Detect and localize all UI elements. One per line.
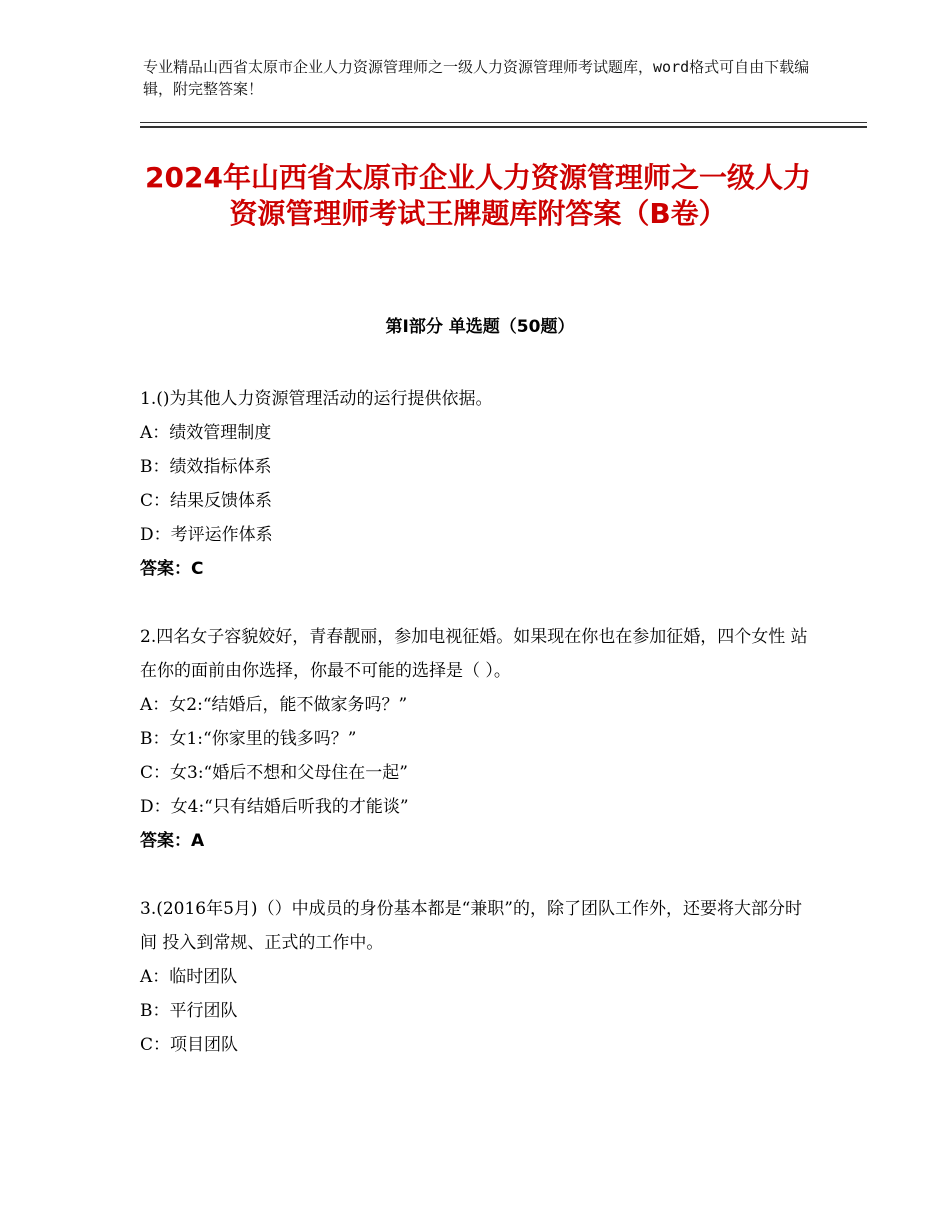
question-3: [140, 892, 812, 1062]
question-2: [140, 620, 812, 858]
answer: 答案：C: [140, 559, 204, 579]
question-1: [140, 382, 812, 586]
document-title: 2024年山西省太原市企业人力资源管理师之一级人力资源管理师考试王牌题库附答案（B卷）: [145, 161, 811, 230]
header-note: 专业精品山西省太原市企业人力资源管理师之一级人力资源管理师考试题库，word格式可自由下载编辑，附完整答案！: [143, 58, 810, 98]
option-d: D：女4:“只有结婚后听我的才能谈”: [140, 797, 409, 817]
option-c: C：女3:“婚后不想和父母住在一起”: [140, 763, 408, 783]
option-b: B：平行团队: [140, 1001, 238, 1021]
option-a: A：临时团队: [140, 967, 238, 987]
option-d: D：考评运作体系: [140, 525, 273, 545]
question-list: [140, 382, 812, 1096]
option-a: A：女2:“结婚后，能不做家务吗？”: [140, 695, 408, 715]
section-title: 第Ⅰ部分 单选题（50题）: [385, 317, 575, 337]
header-rule: [140, 122, 867, 123]
option-c: C：项目团队: [140, 1035, 239, 1055]
question-stem: 3.(2016年5月)（）中成员的身份基本都是“兼职”的，除了团队工作外，还要将大部分时间 投入到常规、正式的工作中。: [140, 899, 802, 953]
question-stem: 2.四名女子容貌姣好，青春靓丽，参加电视征婚。如果现在你也在参加征婚，四个女性 站在你的面前由你选择，你最不可能的选择是（ ）。: [140, 627, 808, 681]
option-c: C：结果反馈体系: [140, 491, 273, 511]
answer: 答案：A: [140, 831, 205, 851]
header-rule-thick: [140, 126, 867, 128]
question-stem: 1.()为其他人力资源管理活动的运行提供依据。: [140, 389, 493, 409]
option-b: B：女1:“你家里的钱多吗？”: [140, 729, 357, 749]
option-b: B：绩效指标体系: [140, 457, 272, 477]
option-a: A：绩效管理制度: [140, 423, 272, 443]
